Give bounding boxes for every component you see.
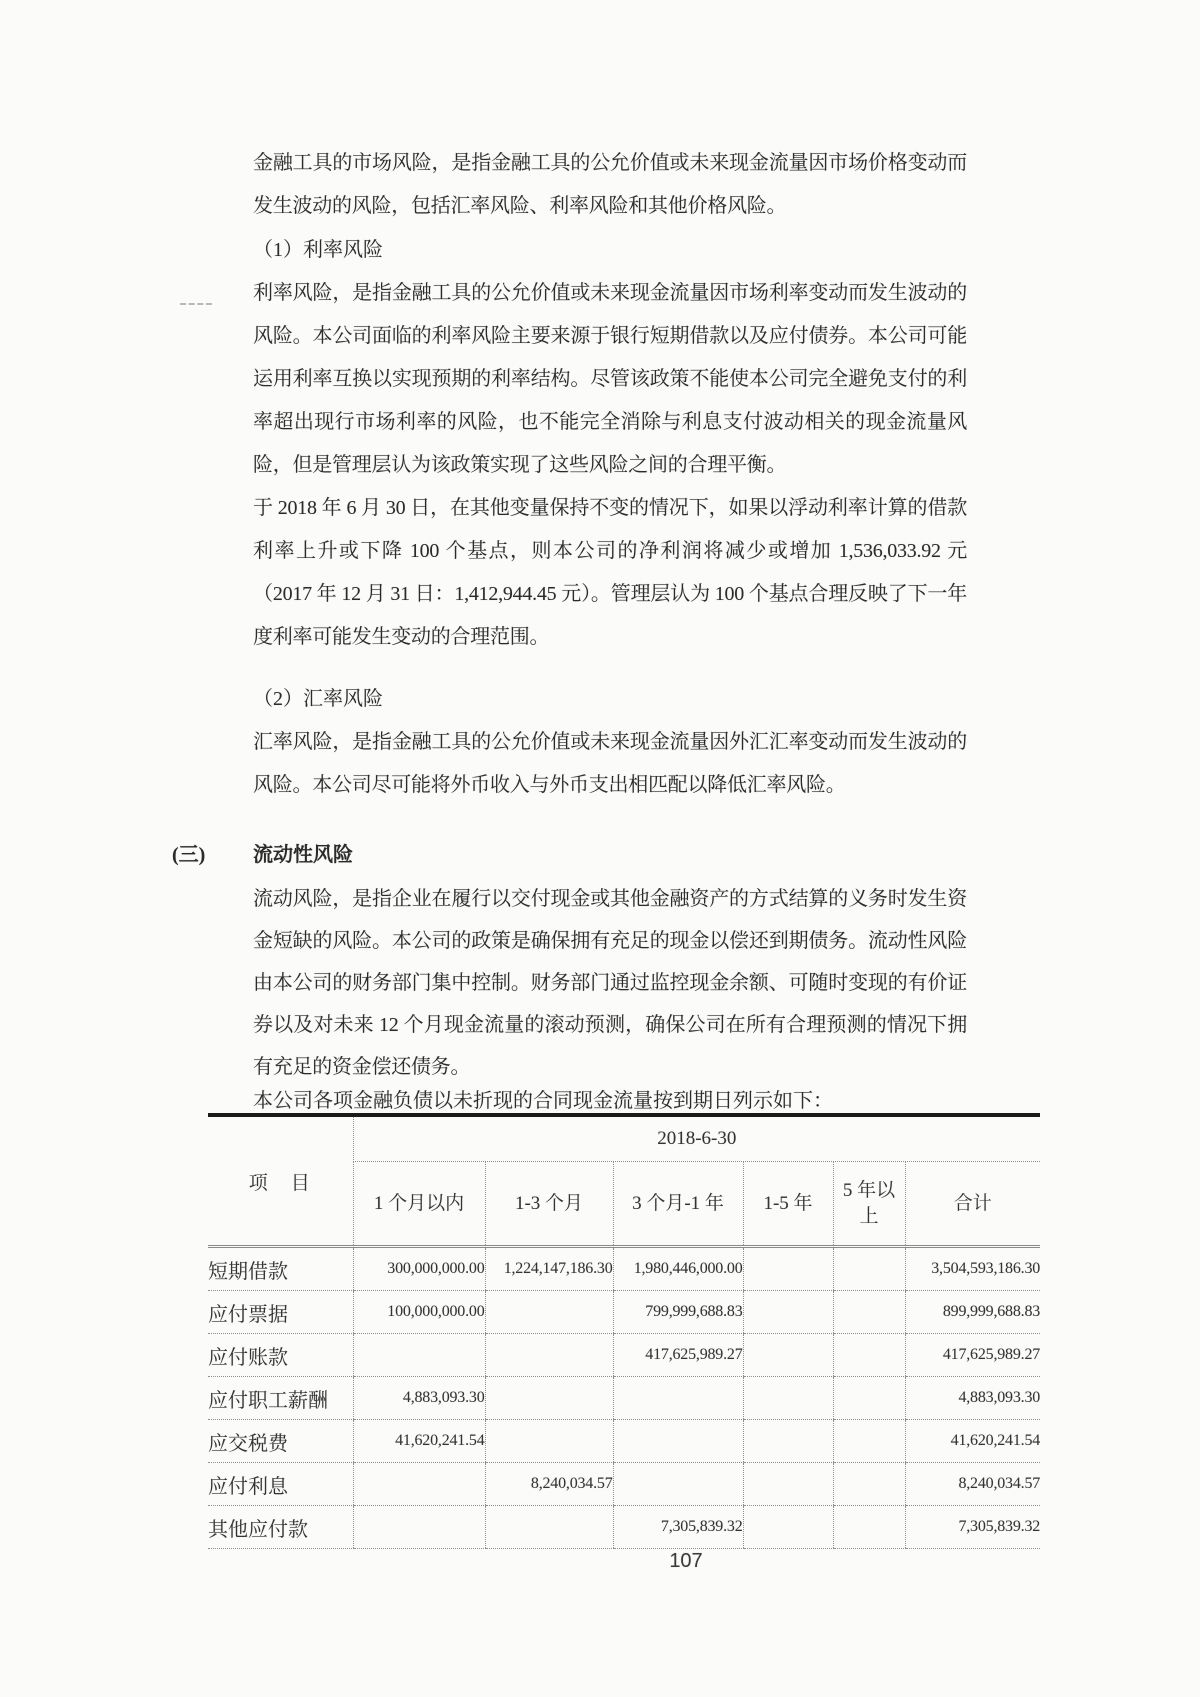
cell-value xyxy=(743,1291,833,1334)
cell-value: 41,620,241.54 xyxy=(353,1420,485,1463)
column-header-total: 合计 xyxy=(905,1162,1040,1247)
cell-value: 899,999,688.83 xyxy=(905,1291,1040,1334)
cell-value xyxy=(743,1420,833,1463)
cell-value xyxy=(833,1463,905,1506)
cell-value xyxy=(743,1506,833,1549)
table-header-row-date xyxy=(208,1115,1040,1162)
cell-value: 7,305,839.32 xyxy=(613,1506,743,1549)
cell-value xyxy=(743,1377,833,1420)
cell-value: 100,000,000.00 xyxy=(353,1291,485,1334)
paragraph-liquidity-risk: 流动风险，是指企业在履行以交付现金或其他金融资产的方式结算的义务时发生资金短缺的风险。本公司的政策是确保拥有充足的现金以偿还到期债务。流动性风险由本公司的财务部门集中控制。财务部门通过监控现金余额、可随时变现的有价证券以及对未来 12 个月现金流量的滚动预测，确保公司在所有合理预测的情况下拥有充足的资金偿还债务。 xyxy=(253,888,967,1078)
column-header-1-3-months: 1-3 个月 xyxy=(485,1162,613,1247)
table-row xyxy=(208,1291,1040,1334)
column-header-3-months-1-year: 3 个月-1 年 xyxy=(613,1162,743,1247)
section-heading-liquidity-risk xyxy=(172,834,353,877)
cell-value xyxy=(353,1334,485,1377)
cell-value xyxy=(613,1420,743,1463)
cell-value xyxy=(833,1291,905,1334)
cell-value xyxy=(833,1420,905,1463)
table-intro-line: 本公司各项金融负债以未折现的合同现金流量按到期日列示如下： xyxy=(253,1090,833,1112)
cell-value: 8,240,034.57 xyxy=(485,1463,613,1506)
cell-value: 8,240,034.57 xyxy=(905,1463,1040,1506)
cell-value xyxy=(833,1334,905,1377)
cell-value: 3,504,593,186.30 xyxy=(905,1247,1040,1291)
row-label: 应交税费 xyxy=(208,1420,353,1463)
maturity-cash-flow-table xyxy=(208,1113,1040,1549)
item-column-header: 项 目 xyxy=(208,1115,353,1247)
table-row xyxy=(208,1377,1040,1420)
cell-value xyxy=(833,1247,905,1291)
paragraph-exchange-rate-risk: 汇率风险，是指金融工具的公允价值或未来现金流量因外汇汇率变动而发生波动的风险。本公司尽可能将外币收入与外币支出相匹配以降低汇率风险。 xyxy=(253,731,967,796)
row-label: 应付账款 xyxy=(208,1334,353,1377)
cell-value xyxy=(833,1377,905,1420)
cell-value xyxy=(353,1506,485,1549)
date-header: 2018-6-30 xyxy=(353,1115,1040,1162)
cell-value: 41,620,241.54 xyxy=(905,1420,1040,1463)
table-row xyxy=(208,1463,1040,1506)
paragraph-market-risk: 金融工具的市场风险，是指金融工具的公允价值或未来现金流量因市场价格变动而发生波动的风险，包括汇率风险、利率风险和其他价格风险。 xyxy=(253,152,967,217)
cell-value: 799,999,688.83 xyxy=(613,1291,743,1334)
cell-value xyxy=(613,1377,743,1420)
row-label: 应付票据 xyxy=(208,1291,353,1334)
heading-interest-rate-risk: （1）利率风险 xyxy=(253,239,383,261)
heading-exchange-rate-risk: （2）汇率风险 xyxy=(253,688,383,710)
table-row xyxy=(208,1506,1040,1549)
cell-value: 417,625,989.27 xyxy=(613,1334,743,1377)
column-header-within-1-month: 1 个月以内 xyxy=(353,1162,485,1247)
cell-value: 4,883,093.30 xyxy=(353,1377,485,1420)
section-number-label: (三) xyxy=(172,844,206,866)
paragraph-interest-rate-risk: 利率风险，是指金融工具的公允价值或未来现金流量因市场利率变动而发生波动的风险。本公司面临的利率风险主要来源于银行短期借款以及应付债券。本公司可能运用利率互换以实现预期的利率结构。尽管该政策不能使本公司完全避免支付的利率超出现行市场利率的风险，也不能完全消除与利息支付波动相关的现金流量风险，但是管理层认为该政策实现了这些风险之间的合理平衡。 xyxy=(253,282,967,476)
cell-value: 7,305,839.32 xyxy=(905,1506,1040,1549)
cell-value xyxy=(485,1377,613,1420)
section-title: 流动性风险 xyxy=(253,844,353,866)
row-label: 应付利息 xyxy=(208,1463,353,1506)
cell-value xyxy=(743,1334,833,1377)
cell-value xyxy=(485,1420,613,1463)
cell-value xyxy=(485,1506,613,1549)
page-number: 107 xyxy=(669,1550,703,1572)
table-row xyxy=(208,1334,1040,1377)
cell-value xyxy=(485,1291,613,1334)
paragraph-rate-sensitivity: 于 2018 年 6 月 30 日，在其他变量保持不变的情况下，如果以浮动利率计算的借款利率上升或下降 100 个基点，则本公司的净利润将减少或增加 1,536,033.92 元（2017 年 12 月 31 日：1,412,944.45 元）。管理层认为 100 个基点合理反映了下一年度利率可能发生变动的合理范围。 xyxy=(253,497,967,648)
cell-value xyxy=(613,1463,743,1506)
cell-value: 4,883,093.30 xyxy=(905,1377,1040,1420)
scan-margin-mark xyxy=(180,303,212,305)
cell-value xyxy=(353,1463,485,1506)
cell-value: 1,224,147,186.30 xyxy=(485,1247,613,1291)
cell-value xyxy=(833,1506,905,1549)
cell-value xyxy=(743,1463,833,1506)
cell-value: 300,000,000.00 xyxy=(353,1247,485,1291)
cell-value xyxy=(743,1247,833,1291)
cell-value: 1,980,446,000.00 xyxy=(613,1247,743,1291)
column-header-1-5-years: 1-5 年 xyxy=(743,1162,833,1247)
cell-value: 417,625,989.27 xyxy=(905,1334,1040,1377)
row-label: 其他应付款 xyxy=(208,1506,353,1549)
table-row xyxy=(208,1247,1040,1291)
column-header-over-5-years: 5 年以上 xyxy=(833,1162,905,1247)
cell-value xyxy=(485,1334,613,1377)
table-row xyxy=(208,1420,1040,1463)
row-label: 应付职工薪酬 xyxy=(208,1377,353,1420)
row-label: 短期借款 xyxy=(208,1247,353,1291)
